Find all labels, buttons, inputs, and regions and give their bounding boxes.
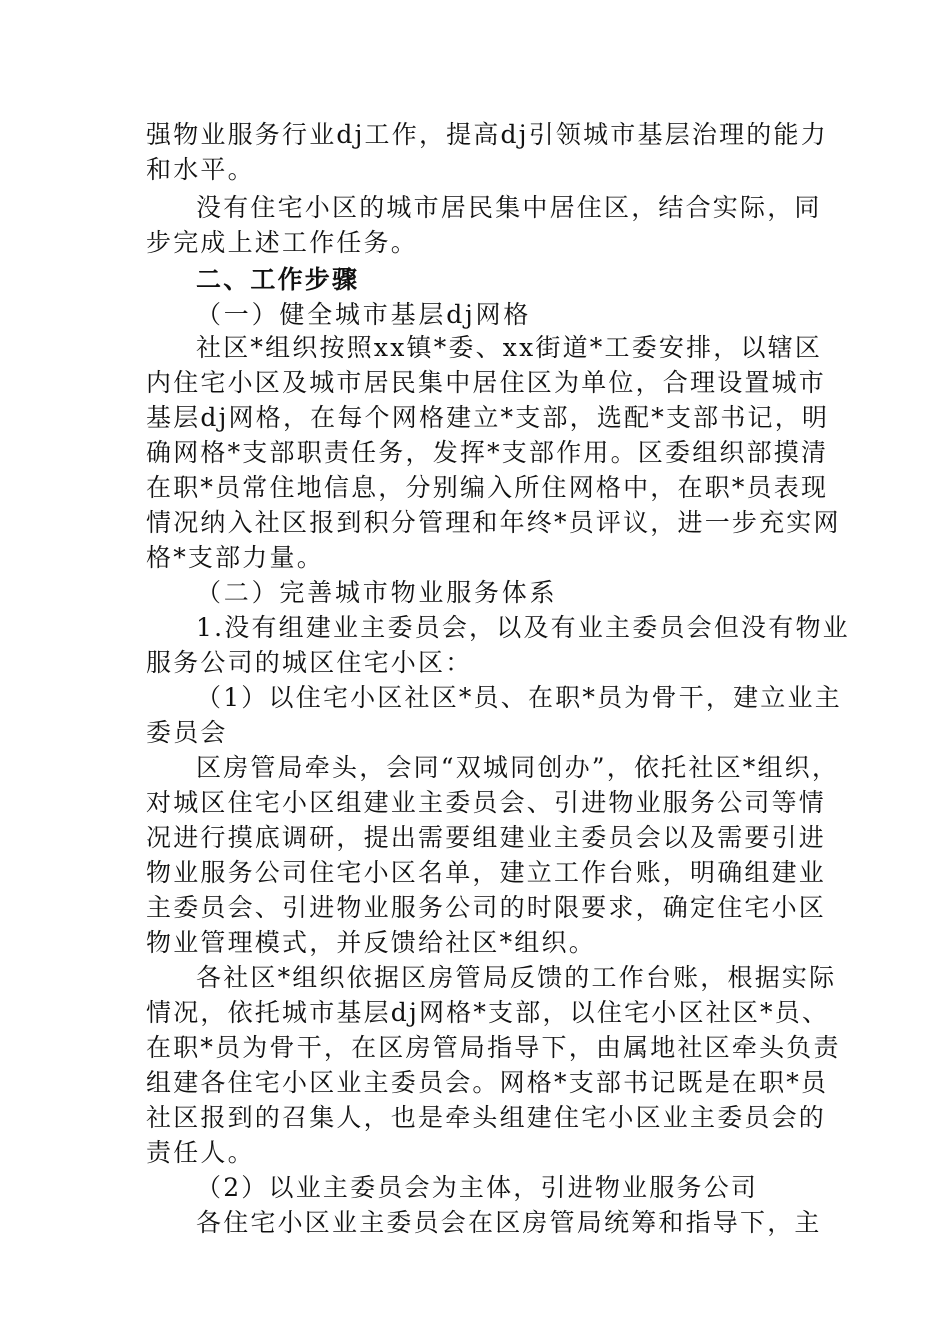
paragraph-start: 各住宅小区业主委员会在区房管局统筹和指导下，主: [196, 1208, 822, 1237]
text-line: 社区报到的召集人，也是牵头组建住宅小区业主委员会的: [146, 1103, 827, 1132]
text-line: 委员会: [146, 718, 228, 747]
paragraph-start: 各社区*组织依据区房管局反馈的工作台账，根据实际: [196, 963, 837, 992]
paragraph-start: 没有住宅小区的城市居民集中居住区，结合实际，同: [196, 193, 822, 222]
paragraph-start: （1）以住宅小区社区*员、在职*员为骨干，建立业主: [196, 683, 842, 712]
subsection-heading: （二）完善城市物业服务体系: [196, 578, 558, 607]
text-line: 步完成上述工作任务。: [146, 228, 419, 257]
text-line: 内住宅小区及城市居民集中居住区为单位，合理设置城市: [146, 368, 827, 397]
text-line: 对城区住宅小区组建业主委员会、引进物业服务公司等情: [146, 788, 827, 817]
text-line: 物业管理模式，并反馈给社区*组织。: [146, 928, 596, 957]
subsection-heading: （一）健全城市基层dj网格: [196, 300, 532, 329]
text-line: 确网格*支部职责任务，发挥*支部作用。区委组织部摸清: [146, 438, 829, 467]
text-line: 物业服务公司住宅小区名单，建立工作台账，明确组建业: [146, 858, 827, 887]
paragraph-start: 区房管局牵头，会同“双城同创办”，依托社区*组织，: [196, 753, 840, 782]
section-heading: 二、工作步骤: [196, 265, 360, 294]
text-line: 组建各住宅小区业主委员会。网格*支部书记既是在职*员: [146, 1068, 829, 1097]
text-line: 强物业服务行业dj工作，提高dj引领城市基层治理的能力: [146, 120, 828, 149]
text-line: 在职*员为骨干，在区房管局指导下，由属地社区牵头负责: [146, 1033, 841, 1062]
paragraph-start: 社区*组织按照xx镇*委、xx街道*工委安排，以辖区: [196, 333, 823, 362]
text-line: 责任人。: [146, 1138, 255, 1167]
text-line: 和水平。: [146, 155, 255, 184]
text-line: 主委员会、引进物业服务公司的时限要求，确定住宅小区: [146, 893, 827, 922]
text-line: 格*支部力量。: [146, 543, 324, 572]
text-line: 情况，依托城市基层dj网格*支部，以住宅小区社区*员、: [146, 998, 830, 1027]
text-line: 况进行摸底调研，提出需要组建业主委员会以及需要引进: [146, 823, 827, 852]
paragraph-start: 1.没有组建业主委员会，以及有业主委员会但没有物业: [196, 613, 850, 642]
text-line: 服务公司的城区住宅小区：: [146, 648, 473, 677]
text-line: 情况纳入社区报到积分管理和年终*员评议，进一步充实网: [146, 508, 841, 537]
paragraph-start: （2）以业主委员会为主体，引进物业服务公司: [196, 1173, 759, 1202]
text-line: 在职*员常住地信息，分别编入所住网格中，在职*员表现: [146, 473, 829, 502]
text-line: 基层dj网格，在每个网格建立*支部，选配*支部书记，明: [146, 403, 830, 432]
